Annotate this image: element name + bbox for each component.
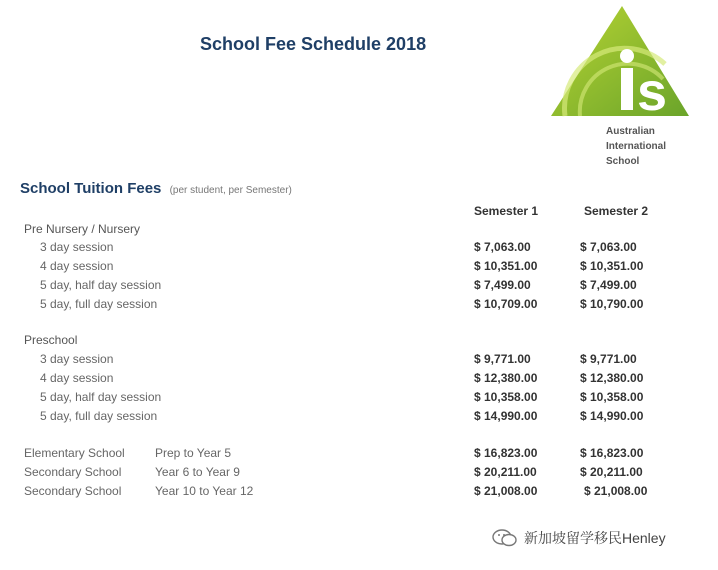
semester-2-value: $ 12,380.00 [580, 371, 644, 385]
semester-2-value: $ 16,823.00 [580, 446, 644, 460]
semester-2-value: $ 20,211.00 [580, 465, 643, 479]
table-row [0, 390, 718, 408]
table-row [0, 278, 718, 296]
row-range: Prep to Year 5 [155, 446, 232, 460]
logo-text [606, 124, 666, 169]
semester-2-value: $ 10,358.00 [580, 390, 644, 404]
table-row [0, 352, 718, 370]
row-label: 3 day session [40, 352, 114, 366]
semester-2-value: $ 21,008.00 [584, 484, 648, 498]
table-row [0, 259, 718, 277]
semester-1-value: $ 12,380.00 [474, 371, 538, 385]
wechat-icon [492, 529, 518, 550]
table-row [0, 484, 718, 502]
semester-2-value: $ 9,771.00 [580, 352, 637, 366]
semester-1-value: $ 20,211.00 [474, 465, 537, 479]
logo-triangle-icon [545, 4, 690, 124]
semester-2-value: $ 10,790.00 [580, 297, 644, 311]
logo-line: School [606, 156, 640, 167]
row-label: 5 day, full day session [40, 297, 158, 311]
semester-1-value: $ 7,499.00 [474, 278, 531, 292]
column-semester-2: Semester 2 [584, 204, 649, 218]
semester-1-value: $ 10,351.00 [474, 259, 538, 273]
row-label: Secondary School [24, 484, 122, 498]
semester-1-value: $ 10,358.00 [474, 390, 538, 404]
table-row [0, 297, 718, 315]
section-title [20, 180, 292, 197]
logo-line: International [606, 141, 667, 152]
table-row [0, 446, 718, 464]
group-label-nursery: Pre Nursery / Nursery [24, 222, 141, 236]
watermark-text: 新加坡留学移民Henley [524, 530, 666, 546]
svg-text:s: s [637, 62, 668, 122]
school-logo [545, 4, 690, 124]
row-label: 5 day, half day session [40, 278, 162, 292]
semester-1-value: $ 7,063.00 [474, 240, 531, 254]
row-label: 5 day, full day session [40, 409, 158, 423]
table-row [0, 240, 718, 258]
logo-line: Australian [606, 126, 655, 137]
semester-2-value: $ 14,990.00 [580, 409, 644, 423]
row-label: 4 day session [40, 371, 114, 385]
watermark [492, 528, 666, 550]
table-row [0, 465, 718, 483]
table-row [0, 409, 718, 427]
semester-2-value: $ 7,063.00 [580, 240, 637, 254]
page-title: School Fee Schedule 2018 [200, 34, 427, 54]
semester-2-value: $ 7,499.00 [580, 278, 637, 292]
row-label: Secondary School [24, 465, 122, 479]
section-heading: School Tuition Fees [20, 180, 162, 197]
semester-1-value: $ 21,008.00 [474, 484, 538, 498]
row-label: 3 day session [40, 240, 114, 254]
semester-1-value: $ 9,771.00 [474, 352, 531, 366]
row-label: Elementary School [24, 446, 125, 460]
section-note: (per student, per Semester) [169, 185, 292, 196]
table-row [0, 371, 718, 389]
row-range: Year 6 to Year 9 [155, 465, 240, 479]
semester-2-value: $ 10,351.00 [580, 259, 644, 273]
group-label-preschool: Preschool [24, 333, 78, 347]
semester-1-value: $ 16,823.00 [474, 446, 538, 460]
row-label: 5 day, half day session [40, 390, 162, 404]
row-range: Year 10 to Year 12 [155, 484, 254, 498]
column-semester-1: Semester 1 [474, 204, 539, 218]
row-label: 4 day session [40, 259, 114, 273]
semester-1-value: $ 10,709.00 [474, 297, 538, 311]
semester-1-value: $ 14,990.00 [474, 409, 538, 423]
